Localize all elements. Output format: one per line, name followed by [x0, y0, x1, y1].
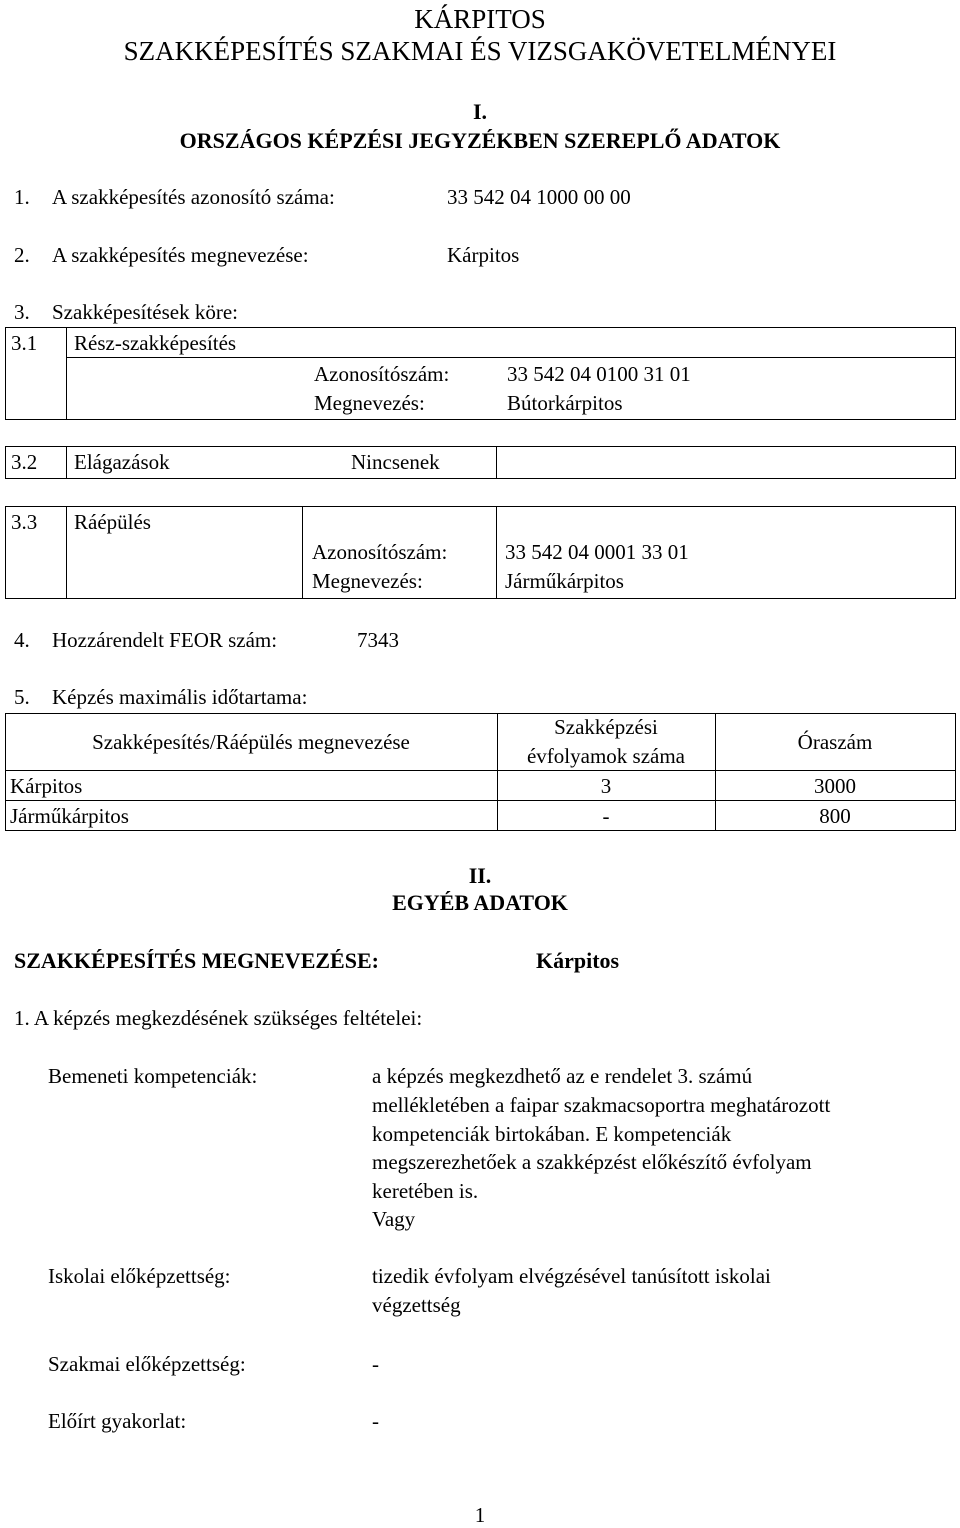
- sec32-label: Elágazások: [74, 450, 170, 474]
- sec31-id-value: 33 542 04 0100 31 01: [507, 362, 691, 386]
- item3-number: 3.: [14, 300, 30, 324]
- entry-competencies-label: Bemeneti kompetenciák:: [48, 1064, 258, 1088]
- part1-roman: I.: [472, 99, 488, 124]
- entry-competencies-line: Vagy: [372, 1207, 416, 1231]
- feor-label: Hozzárendelt FEOR szám:: [52, 628, 278, 652]
- sec31-label: Rész-szakképesítés: [74, 331, 237, 355]
- row1-hours: 3000: [814, 774, 856, 798]
- document-subtitle: SZAKKÉPESÍTÉS SZAKMAI ÉS VIZSGAKÖVETELMÉNYEI: [123, 36, 837, 66]
- table-header-years-line2: évfolyamok száma: [526, 744, 686, 768]
- qualification-label: SZAKKÉPESÍTÉS MEGNEVEZÉSE:: [14, 948, 379, 973]
- prereq-heading: 1. A képzés megkezdésének szükséges feltételei:: [14, 1006, 423, 1030]
- sec31-id-label: Azonosítószám:: [314, 362, 450, 386]
- part1-heading: ORSZÁGOS KÉPZÉSI JEGYZÉKBEN SZEREPLŐ ADATOK: [179, 128, 781, 153]
- item3-label: Szakképesítések köre:: [52, 300, 239, 324]
- sec33-id-value: 33 542 04 0001 33 01: [505, 540, 689, 564]
- part2-heading: EGYÉB ADATOK: [392, 890, 568, 915]
- sec33-number: 3.3: [11, 510, 38, 534]
- table-header-years-line1: Szakképzési: [554, 715, 658, 739]
- item1-value: 33 542 04 1000 00 00: [447, 185, 631, 209]
- row2-years: -: [602, 804, 610, 828]
- feor-number: 4.: [14, 628, 30, 652]
- entry-competencies-line: kompetenciák birtokában. E kompetenciák: [372, 1122, 732, 1146]
- sec31-name-label: Megnevezés:: [314, 391, 425, 415]
- table-header-name: Szakképesítés/Ráépülés megnevezése: [92, 730, 410, 754]
- row1-years: 3: [600, 774, 612, 798]
- entry-competencies-line: keretében is.: [372, 1179, 479, 1203]
- school-prereq-line: végzettség: [372, 1293, 461, 1317]
- item2-number: 2.: [14, 243, 30, 267]
- required-practice-value: -: [372, 1409, 379, 1433]
- school-prereq-line: tizedik évfolyam elvégzésével tanúsított iskolai: [372, 1264, 771, 1288]
- item1-number: 1.: [14, 185, 30, 209]
- school-prereq-label: Iskolai előképzettség:: [48, 1264, 231, 1288]
- row2-name: Járműkárpitos: [10, 804, 129, 828]
- feor-value: 7343: [357, 628, 399, 652]
- sec31-name-value: Bútorkárpitos: [507, 391, 623, 415]
- row1-name: Kárpitos: [10, 774, 83, 798]
- sec33-name-label: Megnevezés:: [312, 569, 423, 593]
- professional-prereq-value: -: [372, 1352, 379, 1376]
- row2-hours: 800: [819, 804, 851, 828]
- item1-label: A szakképesítés azonosító száma:: [52, 185, 335, 209]
- table-header-hours: Óraszám: [797, 730, 873, 754]
- professional-prereq-label: Szakmai előképzettség:: [48, 1352, 246, 1376]
- qualification-value: Kárpitos: [536, 948, 620, 973]
- sec31-number: 3.1: [11, 331, 38, 355]
- item2-value: Kárpitos: [447, 243, 520, 267]
- part2-roman: II.: [468, 863, 492, 888]
- duration-label: Képzés maximális időtartama:: [52, 685, 308, 709]
- duration-number: 5.: [14, 685, 30, 709]
- document-title: KÁRPITOS: [414, 4, 546, 34]
- entry-competencies-line: mellékletében a faipar szakmacsoportra meghatározott: [372, 1093, 831, 1117]
- sec32-value: Nincsenek: [351, 450, 440, 474]
- sec33-id-label: Azonosítószám:: [312, 540, 448, 564]
- required-practice-label: Előírt gyakorlat:: [48, 1409, 187, 1433]
- item2-label: A szakképesítés megnevezése:: [52, 243, 309, 267]
- page-number: 1: [474, 1503, 486, 1527]
- entry-competencies-line: megszerezhetőek a szakképzést előkészítő évfolyam: [372, 1150, 812, 1174]
- entry-competencies-line: a képzés megkezdhető az e rendelet 3. számú: [372, 1064, 753, 1088]
- sec33-name-value: Járműkárpitos: [505, 569, 624, 593]
- sec32-number: 3.2: [11, 450, 38, 474]
- sec33-label: Ráépülés: [74, 510, 151, 534]
